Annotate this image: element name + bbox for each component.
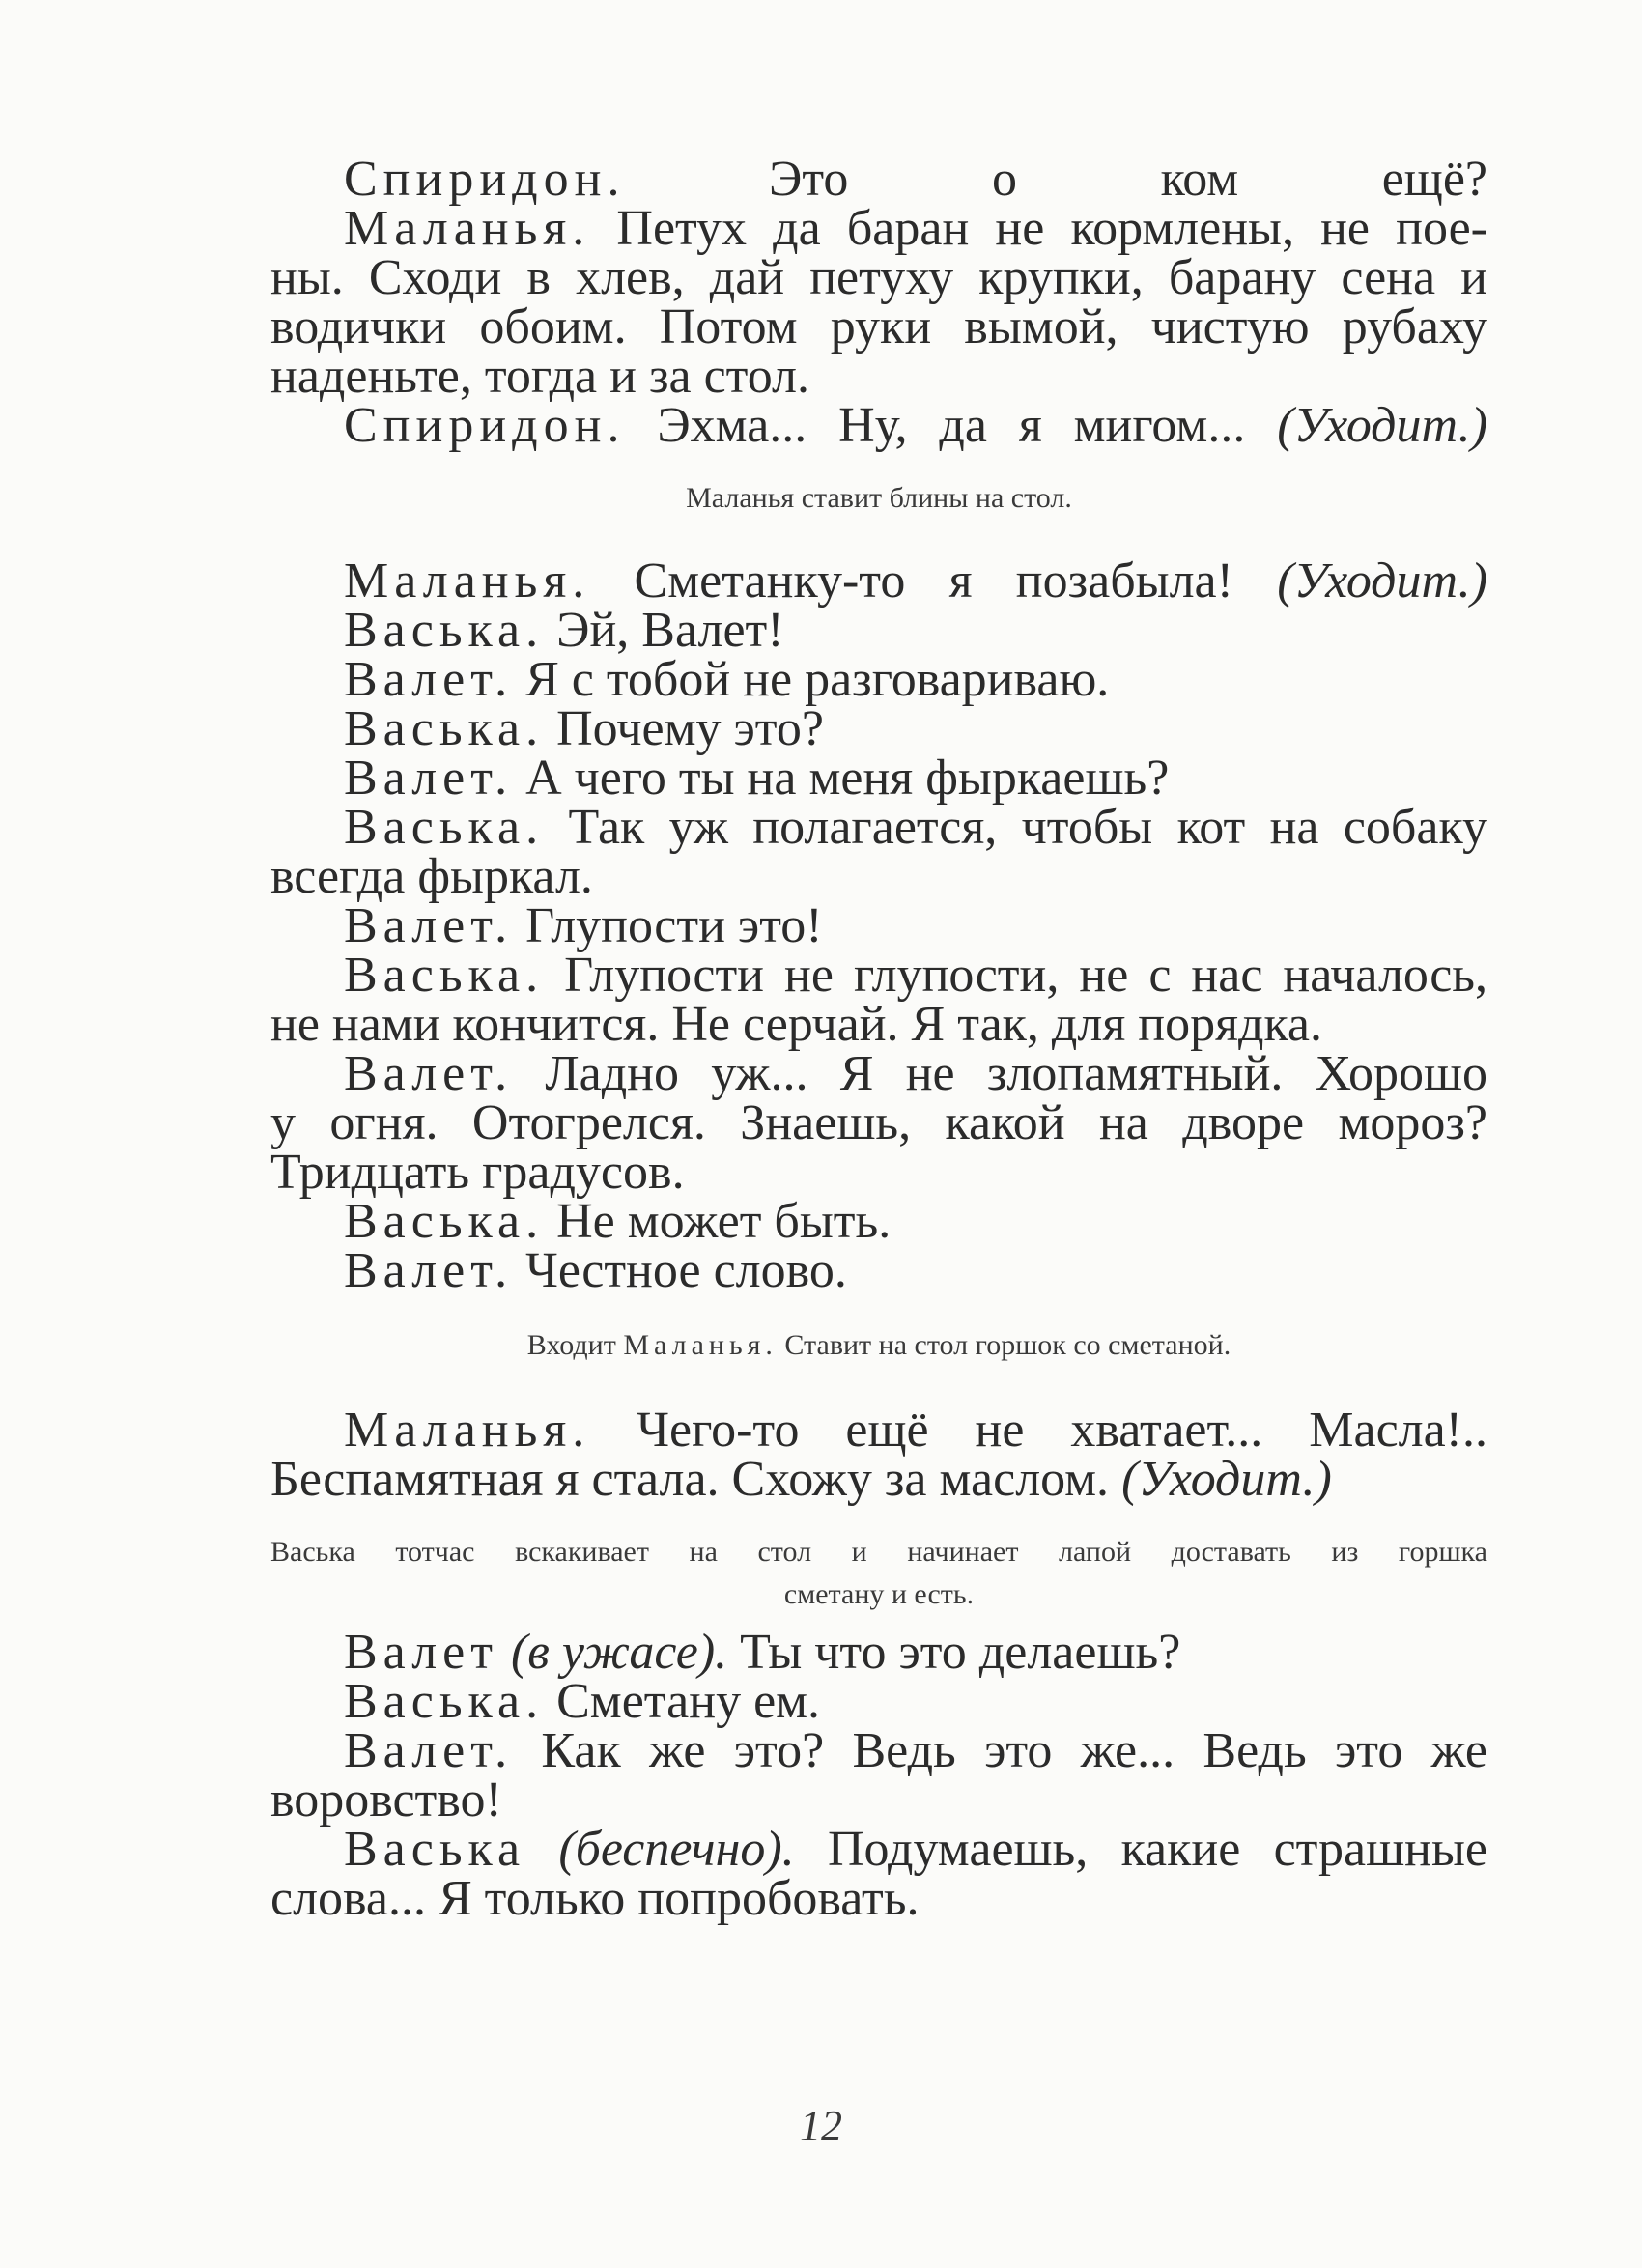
line-text: Так уж полагается, чтобы кот на собаку <box>544 800 1487 855</box>
line-text: Не может быть. <box>544 1194 892 1249</box>
stage-remark: (беспечно). <box>525 1822 795 1877</box>
text-line <box>270 603 1487 658</box>
speaker: Васька. <box>344 603 545 658</box>
line-text: Сметану ем. <box>544 1674 821 1729</box>
line-text: слова... Я только попробовать. <box>270 1871 920 1926</box>
line-text: у огня. Отогрелся. Знаешь, какой на дворе мороз? <box>270 1095 1487 1150</box>
page-number: 12 <box>800 2102 842 2149</box>
line-text: Беспамятная я стала. Схожу за маслом. <box>270 1452 1122 1507</box>
stage-direction <box>270 1324 1487 1367</box>
stage-direction: Маланья ставит блины на стол. <box>686 482 1072 514</box>
speaker: Валет. <box>344 898 514 953</box>
speaker: Васька. <box>344 800 545 855</box>
speaker: Валет. <box>344 751 514 806</box>
line-text: Чего-то ещё не хватает... Масла!.. <box>590 1403 1487 1458</box>
text-line <box>270 1145 1487 1200</box>
line-text: Подумаешь, какие страшные <box>794 1822 1487 1877</box>
stage-text: Входит <box>526 1329 624 1361</box>
line-text: воровство! <box>270 1772 502 1828</box>
speaker: Васька. <box>344 1674 545 1729</box>
text-line <box>270 849 1487 904</box>
line-text: Петух да баран не кормлены, не пое- <box>590 201 1487 256</box>
speaker: Спиридон. <box>344 398 626 453</box>
speaker: Спиридон. <box>344 152 626 207</box>
line-text: Ладно уж... Я не злопамятный. Хорошо <box>513 1046 1487 1101</box>
line-text: Глупости это! <box>513 898 823 953</box>
text-line <box>270 1403 1487 1458</box>
text-line <box>270 1625 1487 1680</box>
text-line <box>270 898 1487 953</box>
text-line <box>270 652 1487 707</box>
text-line <box>270 1723 1487 1778</box>
line-text: всегда фыркал. <box>270 849 593 904</box>
text-line <box>270 1095 1487 1150</box>
line-text: Это о ком ещё? <box>625 152 1487 207</box>
stage-remark: (в ужасе). <box>497 1625 728 1680</box>
text-line <box>270 1674 1487 1729</box>
speaker: Маланья. <box>344 1403 591 1458</box>
text-line <box>270 751 1487 806</box>
play-text <box>270 152 1487 1926</box>
text-line <box>270 152 1487 207</box>
text-line <box>270 1243 1487 1298</box>
text-line <box>270 1452 1487 1507</box>
speaker: Васька. <box>344 948 545 1003</box>
speaker: Валет. <box>344 1046 514 1101</box>
line-text: Я с тобой не разговариваю. <box>513 652 1110 707</box>
speaker: Васька <box>344 1822 526 1877</box>
text-line <box>270 948 1487 1003</box>
line-text: не нами кончится. Не серчай. Я так, для порядка. <box>270 997 1323 1052</box>
text-line <box>270 398 1487 453</box>
text-line <box>270 349 1487 404</box>
stage-direction: Васька тотчас вскакивает на стол и начинает лапой доставать из горшка <box>270 1536 1487 1568</box>
speaker: Маланья. <box>344 553 591 609</box>
text-line <box>270 1194 1487 1249</box>
text-line <box>270 701 1487 756</box>
speaker: Валет. <box>344 1243 514 1298</box>
speaker: Васька. <box>344 1194 545 1249</box>
text-line <box>270 1871 1487 1926</box>
stage-remark: (Уходит.) <box>1277 553 1487 609</box>
line-text: Эй, Валет! <box>544 603 784 658</box>
text-line <box>270 250 1487 305</box>
text-line <box>270 1822 1487 1877</box>
line-text: Глупости не глупости, не с нас началось, <box>544 948 1487 1003</box>
stage-text: Ставит на стол горшок со сметаной. <box>777 1329 1232 1361</box>
line-text: Эхма... Ну, да я мигом... <box>625 398 1278 453</box>
stage-remark: (Уходит.) <box>1121 1452 1332 1507</box>
line-text: Тридцать градусов. <box>270 1145 685 1200</box>
line-text: Как же это? Ведь это же... Ведь это же <box>513 1723 1487 1778</box>
text-line <box>270 1046 1487 1101</box>
line-text: Почему это? <box>544 701 824 756</box>
line-text: Сметанку-то я позабыла! <box>590 553 1278 609</box>
line-text: наденьте, тогда и за стол. <box>270 349 809 404</box>
text-line <box>270 299 1487 354</box>
stage-remark: (Уходит.) <box>1277 398 1487 453</box>
text-line <box>270 201 1487 256</box>
text-line <box>270 553 1487 609</box>
text-line <box>270 997 1487 1052</box>
text-line <box>270 1772 1487 1828</box>
text-line <box>270 800 1487 855</box>
line-text: Ты что это делаешь? <box>727 1625 1181 1680</box>
speaker: Валет. <box>344 1723 514 1778</box>
line-text: ны. Сходи в хлев, дай петуху крупки, барану сена и <box>270 250 1487 305</box>
speaker: Валет <box>344 1625 498 1680</box>
stage-direction: сметану и есть. <box>783 1578 975 1610</box>
speaker: Валет. <box>344 652 514 707</box>
line-text: А чего ты на меня фыркаешь? <box>513 751 1170 806</box>
line-text: водички обоим. Потом руки вымой, чистую рубаху <box>270 299 1487 354</box>
stage-speaker: Маланья. <box>623 1329 778 1361</box>
speaker: Васька. <box>344 701 545 756</box>
line-text: Честное слово. <box>513 1243 847 1298</box>
speaker: Маланья. <box>344 201 591 256</box>
